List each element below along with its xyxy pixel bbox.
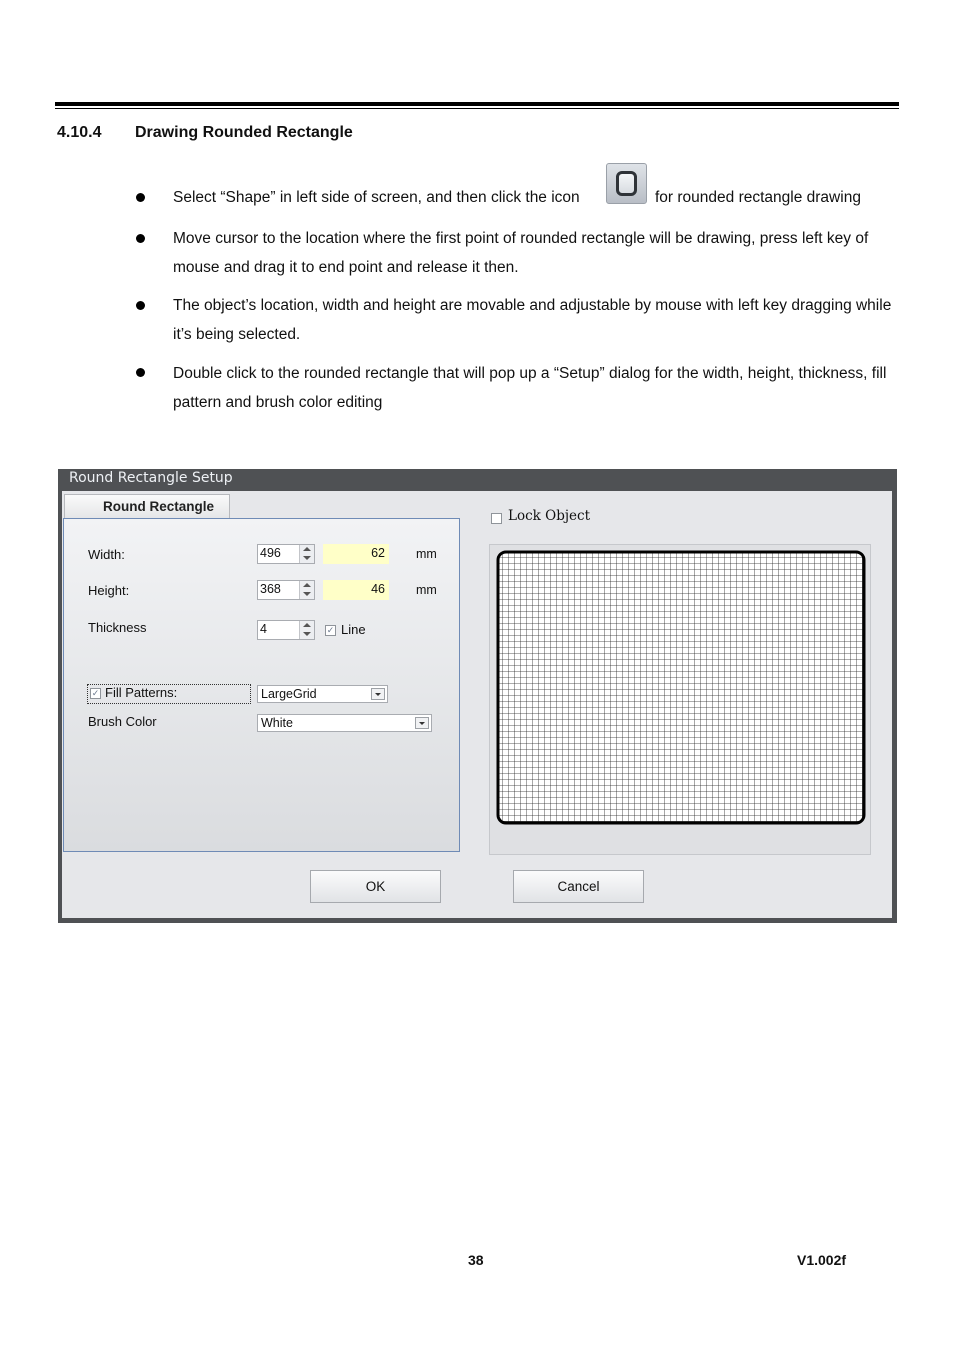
brush-color-label: Brush Color [88,714,157,729]
dialog-body [62,491,892,918]
ok-button[interactable]: OK [310,870,441,903]
bullet-dot [136,301,145,310]
rounded-rectangle-preview [490,545,870,854]
dialog-title: Round Rectangle Setup [69,470,233,486]
thickness-label: Thickness [88,620,147,635]
height-mm-field: 46 [323,580,389,600]
bullet-3-text: The object’s location, width and height are movable and adjustable by mouse with left key dragging while it’s being selected. [173,297,892,343]
fill-patterns-checkbox[interactable]: ✓ [91,688,100,698]
header-rule-thick [55,102,899,106]
rounded-rectangle-icon [606,163,647,204]
tab-panel [63,518,460,852]
line-checkbox[interactable]: ✓ [326,625,335,635]
bullet-dot [136,193,145,202]
version-label: V1.002f [797,1252,847,1268]
page-number: 38 [468,1252,484,1268]
spinner-arrows-icon[interactable] [299,581,314,599]
height-unit: mm [416,583,437,597]
lock-object-checkbox[interactable] [491,513,502,524]
fill-patterns-value: LargeGrid [261,687,317,701]
height-label: Height: [88,583,130,598]
cancel-button[interactable]: Cancel [513,870,644,903]
width-unit: mm [416,547,437,561]
lock-object-label: Lock Object [508,508,590,524]
height-spinner[interactable] [257,580,315,600]
bullet-4-text: Double click to the rounded rectangle that will pop up a “Setup” dialog for the width, height, thickness, fill pattern and brush color editing [173,365,887,411]
width-value: 496 [260,546,281,560]
preview-area [489,544,871,855]
chevron-down-icon[interactable] [371,688,385,700]
setup-dialog [58,469,897,923]
header-rule-thin [55,108,899,109]
width-label: Width: [88,547,125,562]
bullet-1-pre: Select “Shape” in left side of screen, and then click the icon [173,189,580,206]
section-title: Drawing Rounded Rectangle [135,124,353,141]
brush-color-select[interactable] [257,714,432,732]
chevron-down-icon[interactable] [415,717,429,729]
width-spinner[interactable] [257,544,315,564]
fill-patterns-select[interactable] [257,685,388,703]
spinner-arrows-icon[interactable] [299,621,314,639]
bullet-dot [136,234,145,243]
brush-color-value: White [261,716,293,730]
fill-patterns-label: Fill Patterns: [105,685,178,700]
thickness-value: 4 [260,622,267,636]
bullet-2-text: Move cursor to the location where the first point of rounded rectangle will be drawing, press left key of mouse and drag it to end point and release it then. [173,230,869,276]
section-number: 4.10.4 [57,124,102,141]
spinner-arrows-icon[interactable] [299,545,314,563]
thickness-spinner[interactable] [257,620,315,640]
bullet-dot [136,368,145,377]
width-mm-field: 62 [323,544,389,564]
tab-round-rectangle[interactable] [64,494,230,518]
bullet-1-post: for rounded rectangle drawing [655,189,861,206]
tab-label: Round Rectangle [103,499,215,514]
line-label: Line [341,622,366,637]
height-value: 368 [260,582,281,596]
